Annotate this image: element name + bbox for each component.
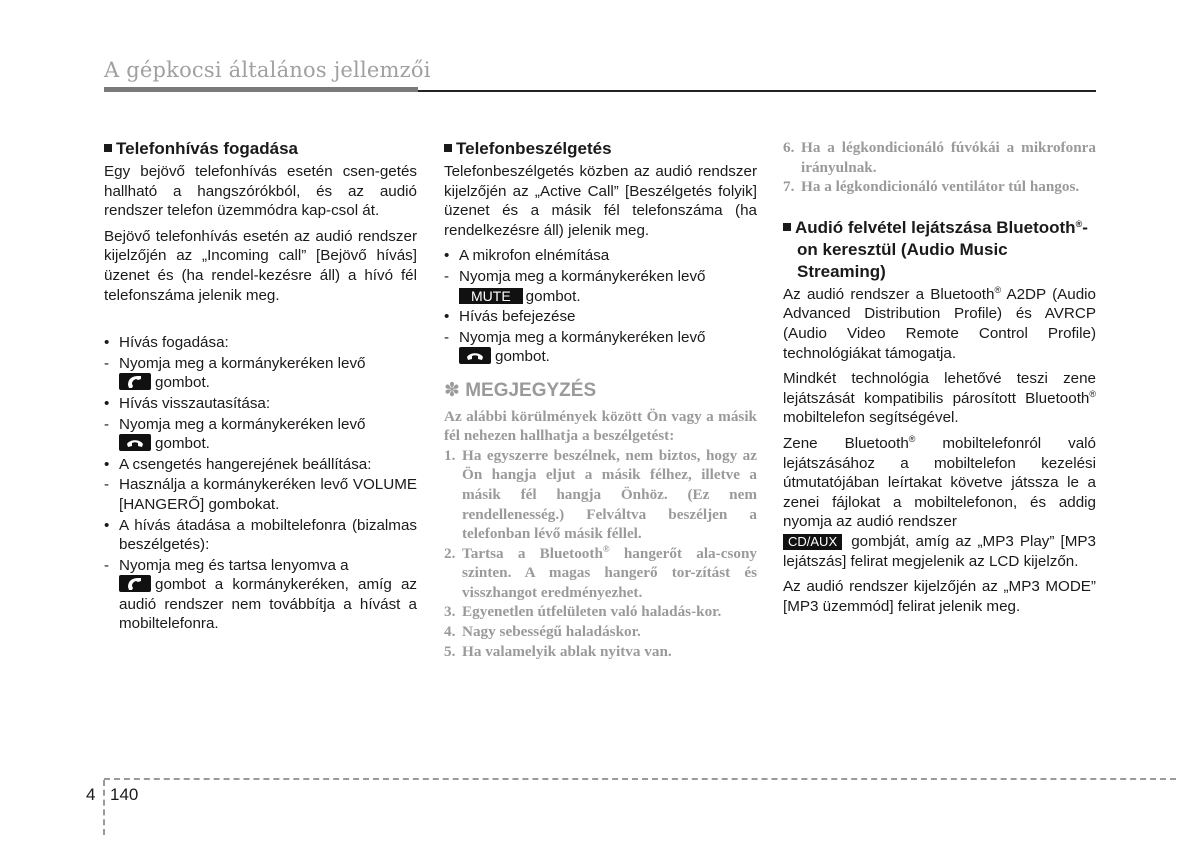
phone-end-icon xyxy=(459,347,491,364)
note-item: 7. Ha a légkondicionáló ventilátor túl hangos. xyxy=(783,178,1080,196)
page-header-title: A gépkocsi általános jellemzői xyxy=(104,58,431,82)
phone-accept-icon xyxy=(119,373,151,390)
list-item: - Nyomja meg a kormánykeréken levő MUTE gombot. xyxy=(444,267,706,305)
cd-aux-button-icon: CD/AUX xyxy=(783,534,842,550)
square-bullet-icon xyxy=(104,144,112,152)
note-body xyxy=(444,407,757,662)
phone-end-icon xyxy=(119,434,151,451)
list-item: • A mikrofon elnémítása xyxy=(444,247,610,265)
list-item: • Hívás fogadása: xyxy=(104,334,229,352)
note-item: 5. Ha valamelyik ablak nyitva van. xyxy=(444,642,672,660)
list-item: - Nyomja meg a kormánykeréken levő gombot. xyxy=(104,415,366,453)
note-item: 3. Egyenetlen útfelületen való haladás-kor. xyxy=(444,603,722,621)
asterisk-note-icon: ✽ xyxy=(444,379,460,401)
chapter-number: 4 xyxy=(86,785,96,804)
paragraph: Az audió rendszer kijelzőjén az „MP3 MODE” [MP3 üzemmód] felirat jelenik meg. xyxy=(783,578,1096,615)
page-number-value: 140 xyxy=(110,785,139,804)
column-right xyxy=(783,138,1096,622)
phone-accept-icon xyxy=(119,575,151,592)
header-rule-thin xyxy=(418,90,1096,92)
note-heading: ✽ MEGJEGYZÉS xyxy=(444,379,597,401)
note-item: 4. Nagy sebességű haladáskor. xyxy=(444,623,641,641)
note-item: 1. Ha egyszerre beszélnek, nem biztos, hogy az Ön hangja eljut a másik félhez, illetve a másik fél hangja Önhöz. (Ez nem rendellenesség.) Felváltva beszéljen a telefonban lévő másik féllel. xyxy=(444,446,757,543)
list-item: - Nyomja meg a kormánykeréken levő gombot. xyxy=(104,354,366,392)
note-item: 6. Ha a légkondicionáló fúvókái a mikrofonra irányulnak. xyxy=(783,139,1096,176)
column-middle xyxy=(444,138,757,661)
paragraph: Mindkét technológia lehetővé teszi zene lejátszását kompatibilis párosított Bluetooth® mobiltelefon segítségével. xyxy=(783,370,1096,427)
square-bullet-icon xyxy=(444,144,452,152)
square-bullet-icon xyxy=(783,223,791,231)
note-intro: Az alábbi körülmények között Ön vagy a másik fél nehezen hallhatja a beszélgetést: xyxy=(444,407,757,445)
paragraph: Telefonbeszélgetés közben az audió rendszer kijelzőjén az „Active Call” [Beszélgetés folyik] üzenet és a másik fél telefonszáma (ha rendelkezésre áll) jelenik meg. xyxy=(444,163,757,239)
section-title-audio-streaming: Audió felvétel lejátszása Bluetooth®-on keresztül (Audio Music Streaming) xyxy=(783,217,1096,283)
paragraph: Zene Bluetooth® mobiltelefonról való lejátszásához a mobiltelefon kezelési útmutatójában leírtakat követve játssza le a zenei fájlokat a mobiltelefonon, és addig nyomja az audió rendszer CD/AUX gombját, amíg az „MP3 Play” [MP3 lejátszás] felirat megjelenik az LCD kijelzőn. xyxy=(783,433,1097,570)
section-title-phone-conversation: Telefonbeszélgetés xyxy=(444,138,757,160)
page-number xyxy=(86,785,138,805)
column-left xyxy=(104,138,417,635)
note-item: 2. Tartsa a Bluetooth® hangerőt ala-csony szinten. A magas hangerő tor-zítást és visszhangot eredményezhet. xyxy=(444,543,757,601)
note-body-continued xyxy=(783,138,1096,197)
list-item: • Hívás visszautasítása: xyxy=(104,394,271,412)
header-rule-thick xyxy=(104,87,418,92)
list-item: • A hívás átadása a mobiltelefonra (bizalmas beszélgetés): xyxy=(104,516,417,554)
list-item: - Nyomja meg a kormánykeréken levő gombot. xyxy=(444,328,706,366)
list-item: • A csengetés hangerejének beállítása: xyxy=(104,455,372,473)
paragraph: Az audió rendszer a Bluetooth® A2DP (Audio Advanced Distribution Profile) és AVRCP (Audio Video Remote Control Profile) technológiákat támogatja. xyxy=(783,284,1096,362)
list-item: - Használja a kormánykeréken levő VOLUME [HANGERŐ] gombokat. xyxy=(104,476,417,513)
list-item: • Hívás befejezése xyxy=(444,308,576,326)
paragraph: Bejövő telefonhívás esetén az audió rendszer kijelzőjén az „Incoming call” [Bejövő hívás] üzenet és (ha rendel-kezésre áll) a hívó fél telefonszáma jelenik meg. xyxy=(104,227,417,304)
paragraph: Egy bejövő telefonhívás esetén csen-getés hallható a hangszórókból, és az audió rendszer telefon üzemmódra kap-csol át. xyxy=(104,163,417,220)
section-title-incoming-call: Telefonhívás fogadása xyxy=(104,138,417,160)
mute-button-icon: MUTE xyxy=(459,288,523,304)
list-item: - Nyomja meg és tartsa lenyomva a gombot a kormánykeréken, amíg az audió rendszer nem továbbítja a hívást a mobiltelefonra. xyxy=(104,556,417,633)
footer-dashed-rule xyxy=(104,778,1176,780)
